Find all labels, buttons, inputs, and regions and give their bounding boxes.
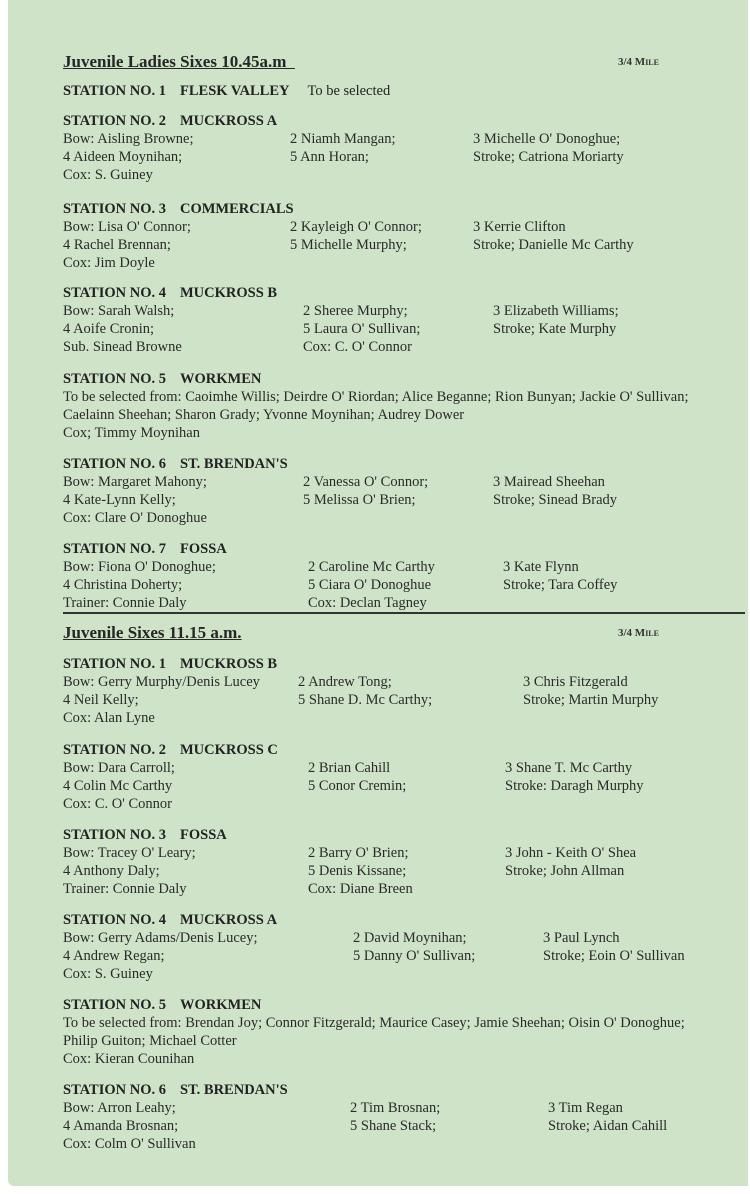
- selection-list: To be selected from: Caoimhe Willis; Deirdre O' Riordan; Alice Beganne; Rion Bunyan; Jackie O' Sullivan; Caelainn Sheehan; Sharon Grady; Yvonne Moynihan; Audrey Dower: [63, 389, 689, 423]
- crew-member: Bow: Arron Leahy;: [63, 1100, 176, 1116]
- crew-member: Cox: Colm O' Sullivan: [63, 1136, 196, 1152]
- cox-row: [63, 424, 713, 442]
- event-header: [63, 52, 683, 74]
- crew-row: [63, 594, 713, 612]
- event-distance: 3/4 Mile: [618, 56, 659, 68]
- crew-member: 3 Shane T. Mc Carthy: [505, 760, 633, 776]
- crew-member: 2 Vanessa O' Connor;: [303, 474, 429, 490]
- crew-member: Stroke; Martin Murphy: [523, 692, 659, 708]
- crew-member: 3 Elizabeth Williams;: [493, 303, 619, 319]
- station-heading: [63, 112, 713, 130]
- station-block: [63, 996, 713, 1068]
- station-block: [63, 370, 713, 442]
- crew-row: [63, 576, 713, 594]
- station-block: [63, 1081, 713, 1153]
- crew-row: [63, 1117, 713, 1135]
- crew-member: 4 Christina Doherty;: [63, 577, 183, 593]
- crew-member: 5 Conor Cremin;: [308, 778, 407, 794]
- station-heading: [63, 284, 713, 302]
- crew-member: Stroke; Sinead Brady: [493, 492, 618, 508]
- crew-row: [63, 254, 713, 272]
- station-heading: [63, 655, 713, 673]
- station-block: [63, 911, 713, 983]
- crew-member: Stroke; Tara Coffey: [503, 577, 618, 593]
- crew-member: 2 Kayleigh O' Connor;: [290, 219, 422, 235]
- crew-member: 3 Kerrie Clifton: [473, 219, 566, 235]
- crew-member: 4 Aideen Moynihan;: [63, 149, 183, 165]
- station-block: [63, 200, 713, 272]
- crew-row: [63, 673, 713, 691]
- crew-member: Cox: S. Guiney: [63, 966, 153, 982]
- crew-row: [63, 558, 713, 576]
- crew-row: [63, 509, 713, 527]
- crew-member: 3 Tim Regan: [548, 1100, 623, 1116]
- crew-row: [63, 130, 713, 148]
- station-heading: [63, 911, 713, 929]
- cox-name: Cox; Timmy Moynihan: [63, 425, 200, 441]
- crew-member: 3 Mairead Sheehan: [493, 474, 605, 490]
- station-number: STATION NO. 1: [63, 83, 166, 99]
- station-heading: [63, 370, 713, 388]
- club-name: MUCKROSS B: [180, 285, 278, 301]
- club-name: FOSSA: [180, 541, 227, 557]
- crew-member: 5 Melissa O' Brien;: [303, 492, 416, 508]
- club-name: ST. BRENDAN'S: [180, 456, 288, 472]
- station-block: [63, 741, 713, 813]
- club-name: FLESK VALLEY: [180, 83, 290, 99]
- crew-member: 3 Kate Flynn: [503, 559, 579, 575]
- crew-member: Sub. Sinead Browne: [63, 339, 182, 355]
- station-heading: [63, 996, 713, 1014]
- crew-member: 4 Aoife Cronin;: [63, 321, 155, 337]
- club-name: MUCKROSS C: [180, 742, 278, 758]
- crew-member: 2 Barry O' Brien;: [308, 845, 409, 861]
- crew-member: 4 Neil Kelly;: [63, 692, 139, 708]
- crew-member: 4 Andrew Regan;: [63, 948, 165, 964]
- event-title: Juvenile Ladies Sixes 10.45a.m: [63, 52, 295, 71]
- crew-member: 3 Paul Lynch: [543, 930, 620, 946]
- station-block: [63, 826, 713, 898]
- crew-member: 3 John - Keith O' Shea: [505, 845, 637, 861]
- crew-row: [63, 777, 713, 795]
- crew-member: 4 Colin Mc Carthy: [63, 778, 173, 794]
- crew-member: Bow: Fiona O' Donoghue;: [63, 559, 216, 575]
- crew-member: Stroke; John Allman: [505, 863, 625, 879]
- station-block: [63, 82, 713, 100]
- crew-member: Stroke; Eoin O' Sullivan: [543, 948, 685, 964]
- crew-member: Cox: Clare O' Donoghue: [63, 510, 207, 526]
- crew-member: 2 David Moynihan;: [353, 930, 467, 946]
- station-heading: [63, 82, 713, 100]
- crew-member: 4 Rachel Brennan;: [63, 237, 171, 253]
- station-heading: [63, 455, 713, 473]
- crew-member: 4 Kate-Lynn Kelly;: [63, 492, 176, 508]
- crew-member: Trainer: Connie Daly: [63, 595, 187, 611]
- crew-member: Stroke; Catriona Moriarty: [473, 149, 624, 165]
- crew-member: 2 Andrew Tong;: [298, 674, 392, 690]
- crew-member: Stroke: Daragh Murphy: [505, 778, 644, 794]
- crew-member: 2 Sheree Murphy;: [303, 303, 408, 319]
- club-name: ST. BRENDAN'S: [180, 1082, 288, 1098]
- crew-member: Cox: S. Guiney: [63, 167, 153, 183]
- crew-row: [63, 862, 713, 880]
- crew-member: 4 Amanda Brosnan;: [63, 1118, 179, 1134]
- station-heading: [63, 200, 713, 218]
- station-number: STATION NO. 4: [63, 912, 166, 928]
- crew-member: 2 Caroline Mc Carthy: [308, 559, 435, 575]
- crew-member: 5 Ann Horan;: [290, 149, 369, 165]
- crew-member: Bow: Gerry Adams/Denis Lucey;: [63, 930, 258, 946]
- crew-row: [63, 338, 713, 356]
- crew-member: Bow: Lisa O' Connor;: [63, 219, 191, 235]
- crew-member: 2 Brian Cahill: [308, 760, 391, 776]
- crew-member: Cox: Diane Breen: [308, 881, 413, 897]
- station-block: [63, 655, 713, 727]
- crew-row: [63, 795, 713, 813]
- crew-row: [63, 302, 713, 320]
- crew-row: [63, 320, 713, 338]
- crew-member: Trainer: Connie Daly: [63, 881, 187, 897]
- crew-member: Cox: Declan Tagney: [308, 595, 427, 611]
- cox-row: [63, 1050, 713, 1068]
- station-number: STATION NO. 4: [63, 285, 166, 301]
- crew-member: Cox: Jim Doyle: [63, 255, 155, 271]
- event-header: [63, 623, 683, 645]
- crew-member: 2 Tim Brosnan;: [350, 1100, 441, 1116]
- station-number: STATION NO. 5: [63, 371, 166, 387]
- crew-member: Bow: Sarah Walsh;: [63, 303, 175, 319]
- crew-row: [63, 236, 713, 254]
- club-name: MUCKROSS A: [180, 912, 278, 928]
- crew-member: Cox: C. O' Connor: [63, 796, 172, 812]
- crew-row: [63, 929, 713, 947]
- station-number: STATION NO. 2: [63, 742, 166, 758]
- crew-member: Bow: Aisling Browne;: [63, 131, 194, 147]
- station-heading: [63, 826, 713, 844]
- crew-member: Stroke; Aidan Cahill: [548, 1118, 668, 1134]
- crew-member: 5 Shane Stack;: [350, 1118, 437, 1134]
- crew-member: Stroke; Kate Murphy: [493, 321, 617, 337]
- crew-member: 2 Niamh Mangan;: [290, 131, 396, 147]
- crew-row: [63, 759, 713, 777]
- crew-row: [63, 709, 713, 727]
- station-number: STATION NO. 2: [63, 113, 166, 129]
- crew-member: Bow: Gerry Murphy/Denis Lucey: [63, 674, 260, 690]
- event-title: Juvenile Sixes 11.15 a.m.: [63, 623, 242, 642]
- station-block: [63, 284, 713, 356]
- crew-member: Bow: Tracey O' Leary;: [63, 845, 196, 861]
- crew-member: Cox: Alan Lyne: [63, 710, 155, 726]
- station-block: [63, 540, 713, 612]
- selection-list: To be selected from: Brendan Joy; Connor Fitzgerald; Maurice Casey; Jamie Sheehan; Oisin O' Donoghue; Philip Guiton; Michael Cotter: [63, 1015, 685, 1049]
- crew-member: Stroke; Danielle Mc Carthy: [473, 237, 634, 253]
- section-divider: [63, 612, 745, 614]
- crew-member: 4 Anthony Daly;: [63, 863, 160, 879]
- station-number: STATION NO. 6: [63, 456, 166, 472]
- club-name: WORKMEN: [180, 997, 262, 1013]
- club-name: COMMERCIALS: [180, 201, 294, 217]
- station-heading: [63, 1081, 713, 1099]
- crew-member: 3 Chris Fitzgerald: [523, 674, 628, 690]
- station-number: STATION NO. 7: [63, 541, 166, 557]
- crew-row: [63, 491, 713, 509]
- crew-row: [63, 1135, 713, 1153]
- crew-member: Bow: Dara Carroll;: [63, 760, 175, 776]
- station-block: [63, 112, 713, 184]
- station-number: STATION NO. 6: [63, 1082, 166, 1098]
- crew-row: [63, 1099, 713, 1117]
- crew-row: [63, 880, 713, 898]
- crew-row: [63, 148, 713, 166]
- cox-name: Cox: Kieran Counihan: [63, 1051, 195, 1067]
- station-number: STATION NO. 1: [63, 656, 166, 672]
- station-number: STATION NO. 3: [63, 827, 166, 843]
- programme-page: [8, 0, 748, 1186]
- station-heading: [63, 741, 713, 759]
- club-name: MUCKROSS B: [180, 656, 278, 672]
- crew-member: 5 Danny O' Sullivan;: [353, 948, 476, 964]
- crew-row: [63, 473, 713, 491]
- crew-row: [63, 691, 713, 709]
- club-name: MUCKROSS A: [180, 113, 278, 129]
- crew-member: Bow: Margaret Mahony;: [63, 474, 207, 490]
- station-heading: [63, 540, 713, 558]
- event-distance: 3/4 Mile: [618, 627, 659, 639]
- crew-member: 5 Ciara O' Donoghue: [308, 577, 432, 593]
- crew-member: Cox: C. O' Connor: [303, 339, 412, 355]
- crew-member: 5 Denis Kissane;: [308, 863, 407, 879]
- club-name: FOSSA: [180, 827, 227, 843]
- crew-row: [63, 965, 713, 983]
- crew-member: 5 Laura O' Sullivan;: [303, 321, 421, 337]
- crew-row: [63, 218, 713, 236]
- club-name: WORKMEN: [180, 371, 262, 387]
- station-number: STATION NO. 5: [63, 997, 166, 1013]
- crew-member: 3 Michelle O' Donoghue;: [473, 131, 621, 147]
- station-number: STATION NO. 3: [63, 201, 166, 217]
- crew-member: 5 Shane D. Mc Carthy;: [298, 692, 433, 708]
- station-block: [63, 455, 713, 527]
- crew-member: 5 Michelle Murphy;: [290, 237, 407, 253]
- station-note: To be selected: [307, 83, 391, 99]
- crew-row: [63, 947, 713, 965]
- crew-row: [63, 166, 713, 184]
- crew-row: [63, 844, 713, 862]
